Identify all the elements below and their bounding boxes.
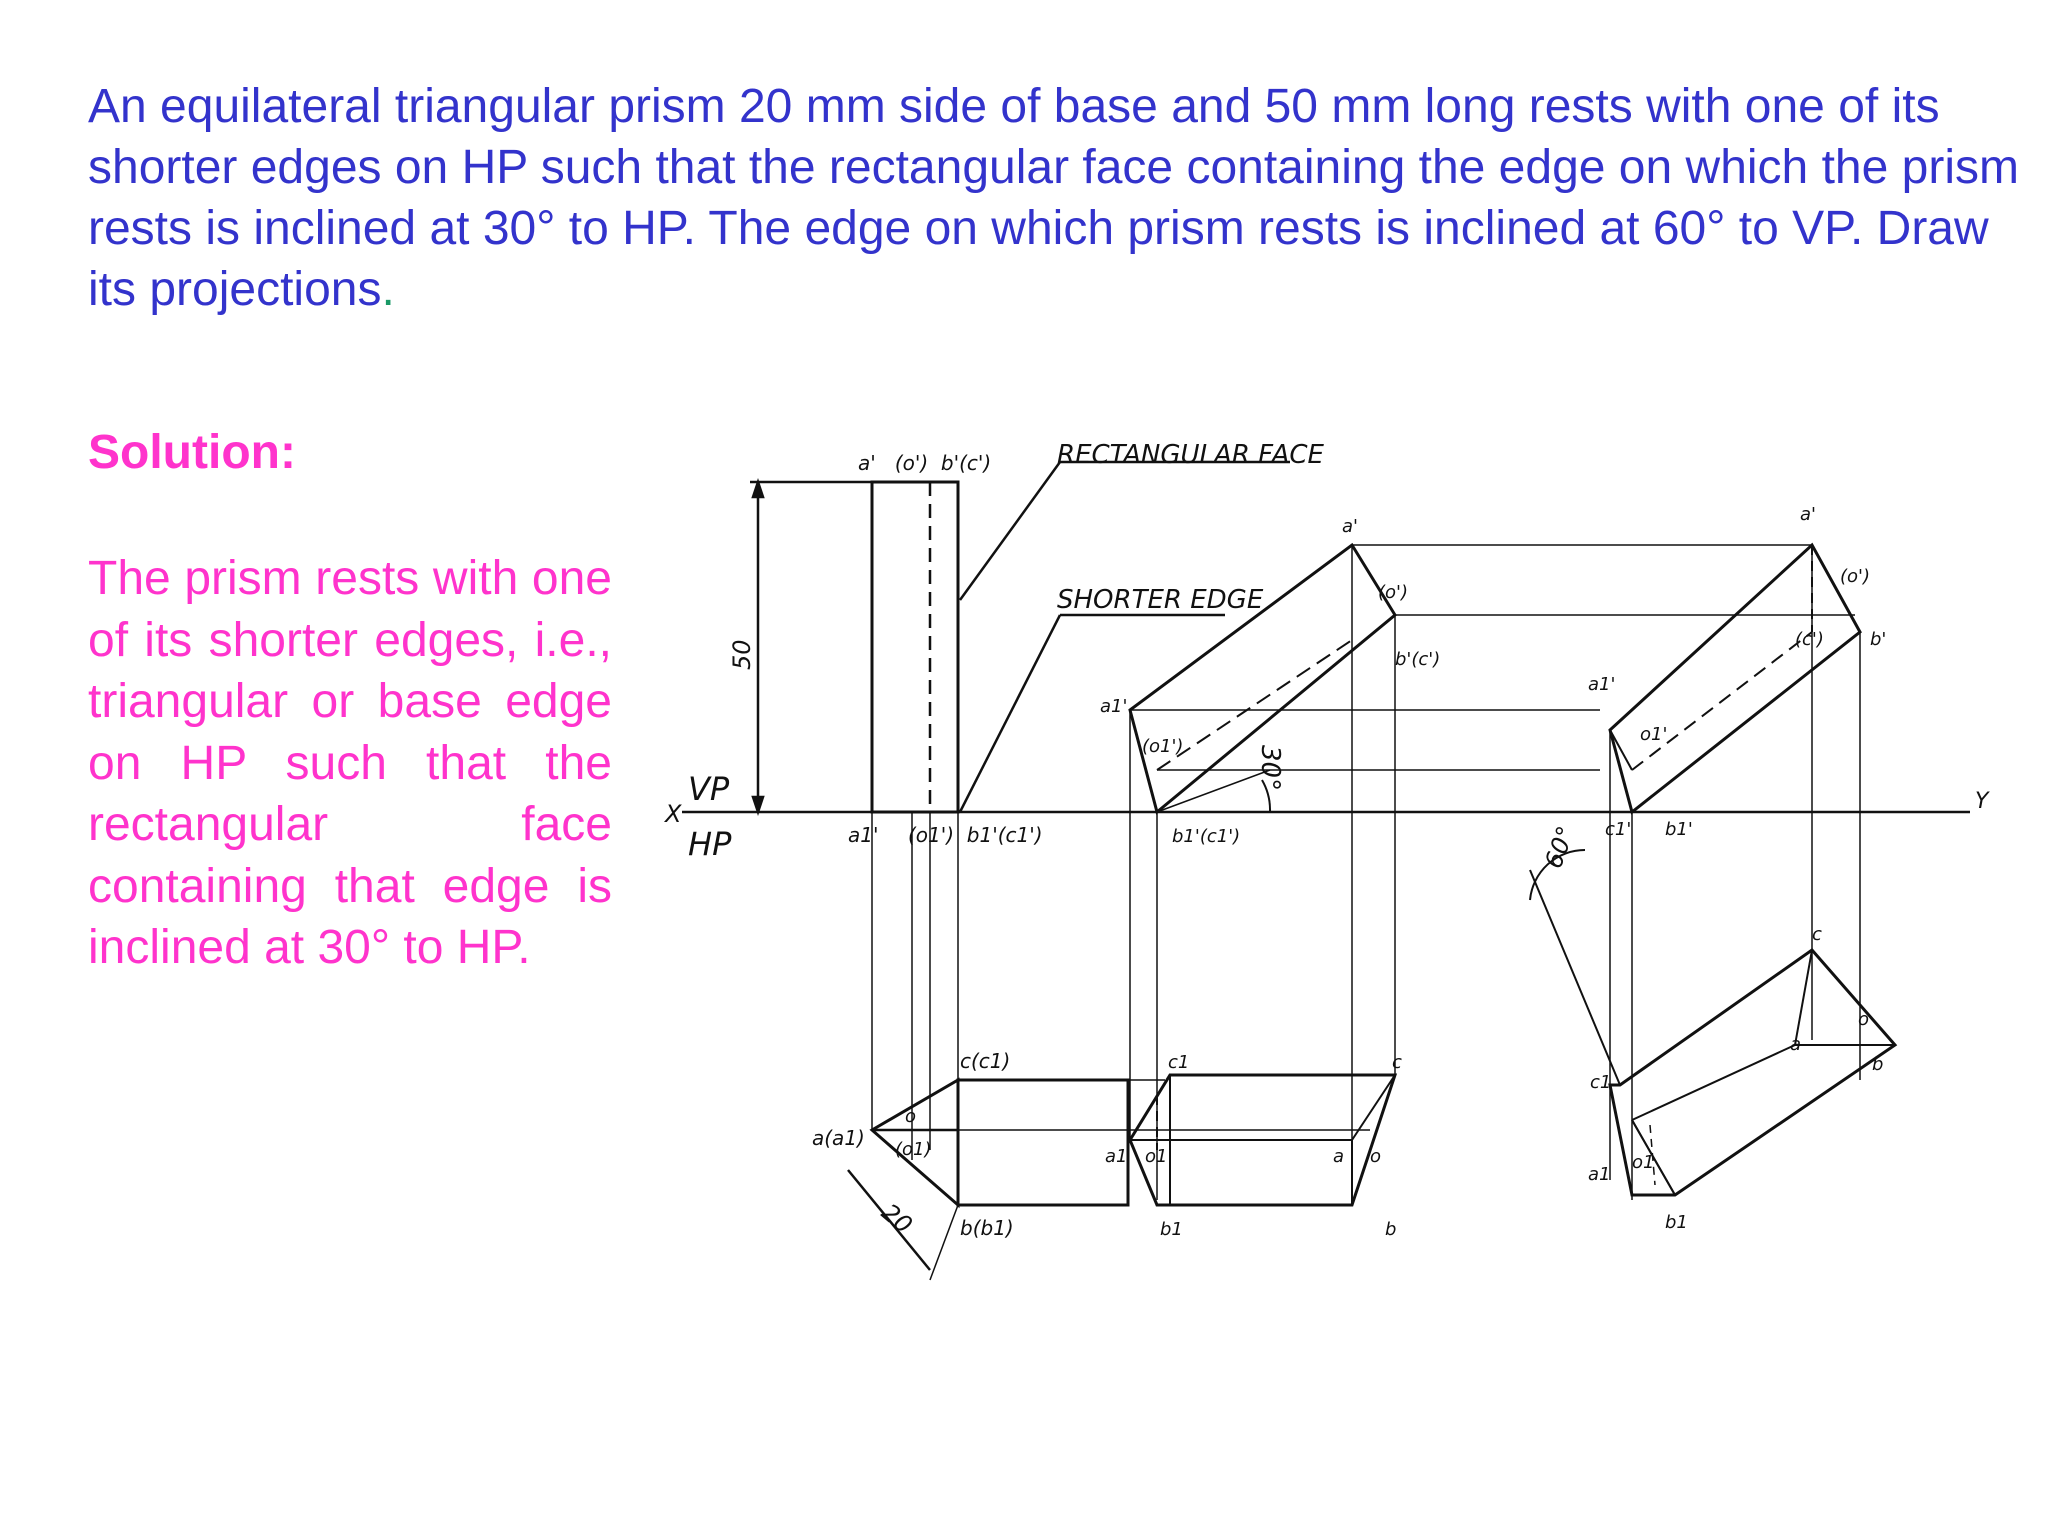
v3-o-label: (o') bbox=[1840, 566, 1871, 587]
dim-angle-hp-text: 30° bbox=[1255, 745, 1285, 792]
t2-o1-label: o1 bbox=[1145, 1146, 1168, 1167]
v1-a1-label: a1' bbox=[848, 823, 879, 847]
v2-b1c1-label: b1'(c1') bbox=[1172, 826, 1241, 847]
shorter-edge-callout: SHORTER EDGE bbox=[1057, 585, 1264, 615]
t2-b1-label: b1 bbox=[1160, 1219, 1183, 1240]
x-label: X bbox=[665, 800, 682, 828]
v3-a-label: a' bbox=[1800, 504, 1816, 525]
question-body: An equilateral triangular prism 20 mm side of base and 50 mm long rests with one of its shorter edges on HP such that the rectangular face containing the edge on which the prism rests is inclined at 30° to HP. The edge on which prism rests is inclined at 60° to VP. Draw its projections bbox=[88, 80, 2019, 316]
t3-c-label: c bbox=[1812, 924, 1822, 945]
t1-o1-label: (o1) bbox=[895, 1139, 932, 1160]
v2-a1-label: a1' bbox=[1100, 696, 1128, 717]
view1-elevation bbox=[872, 482, 958, 812]
shorter-edge-leader bbox=[960, 615, 1060, 812]
question-end-mark: . bbox=[381, 263, 395, 316]
v3-b-label: b' bbox=[1870, 629, 1887, 650]
v3-c-label: (c') bbox=[1795, 629, 1824, 650]
t1-c-label: c(c1) bbox=[960, 1049, 1011, 1073]
v2-o-label: (o') bbox=[1378, 582, 1409, 603]
view3-elevation bbox=[1610, 545, 1860, 812]
dim-length-text: 50 bbox=[728, 639, 756, 670]
t3-b-label: b bbox=[1872, 1054, 1884, 1075]
t3-a1-label: a1 bbox=[1588, 1164, 1611, 1185]
v2-a-label: a' bbox=[1342, 516, 1358, 537]
t1-a-label: a(a1) bbox=[812, 1126, 865, 1150]
t3-b1-label: b1 bbox=[1665, 1212, 1688, 1233]
hp-label: HP bbox=[688, 825, 732, 863]
t2-o-label: o bbox=[1370, 1146, 1382, 1167]
v3-c1-label: c1' bbox=[1605, 819, 1632, 840]
angle-vp-line bbox=[1530, 870, 1620, 1085]
t2-a1-label: a1 bbox=[1105, 1146, 1128, 1167]
y-label: Y bbox=[1975, 789, 1989, 814]
v2-bc-label: b'(c') bbox=[1395, 649, 1441, 670]
t3-o-label: o bbox=[1858, 1009, 1870, 1030]
v3-b1-label: b1' bbox=[1665, 819, 1693, 840]
v3-a1-label: a1' bbox=[1588, 674, 1616, 695]
v2-o1-label: (o1') bbox=[1142, 736, 1184, 757]
t3-o1-label: o1 bbox=[1632, 1152, 1655, 1173]
rect-face-leader bbox=[960, 462, 1060, 600]
v1-bottom-labels: (o1') b1'(c1') bbox=[908, 823, 1043, 847]
rectangular-face-callout: RECTANGULAR FACE bbox=[1057, 440, 1324, 470]
t3-c1-label: c1 bbox=[1590, 1072, 1612, 1093]
vp-label: VP bbox=[688, 770, 730, 808]
v3-o1-label: o1' bbox=[1640, 724, 1668, 745]
t1-o-label: o bbox=[905, 1106, 917, 1127]
t2-c1-label: c1 bbox=[1168, 1052, 1190, 1073]
t2-c-label: c bbox=[1392, 1052, 1402, 1073]
solution-text: The prism rests with one of its shorter edges, i.e., triangular or base edge on HP such that the rectangular face containing that edge is inclined at 30° to HP. bbox=[88, 552, 612, 974]
v1-top-labels: a' (o') b'(c') bbox=[858, 451, 992, 475]
dim-side-text: 20 bbox=[876, 1198, 918, 1240]
t1-b-label: b(b1) bbox=[960, 1216, 1014, 1240]
dim-angle-vp-text: 60° bbox=[1539, 822, 1581, 873]
t3-a-label: a bbox=[1790, 1034, 1802, 1055]
solution-heading: Solution: bbox=[88, 426, 296, 479]
t2-b-label: b bbox=[1385, 1219, 1397, 1240]
t2-a-label: a bbox=[1333, 1146, 1345, 1167]
